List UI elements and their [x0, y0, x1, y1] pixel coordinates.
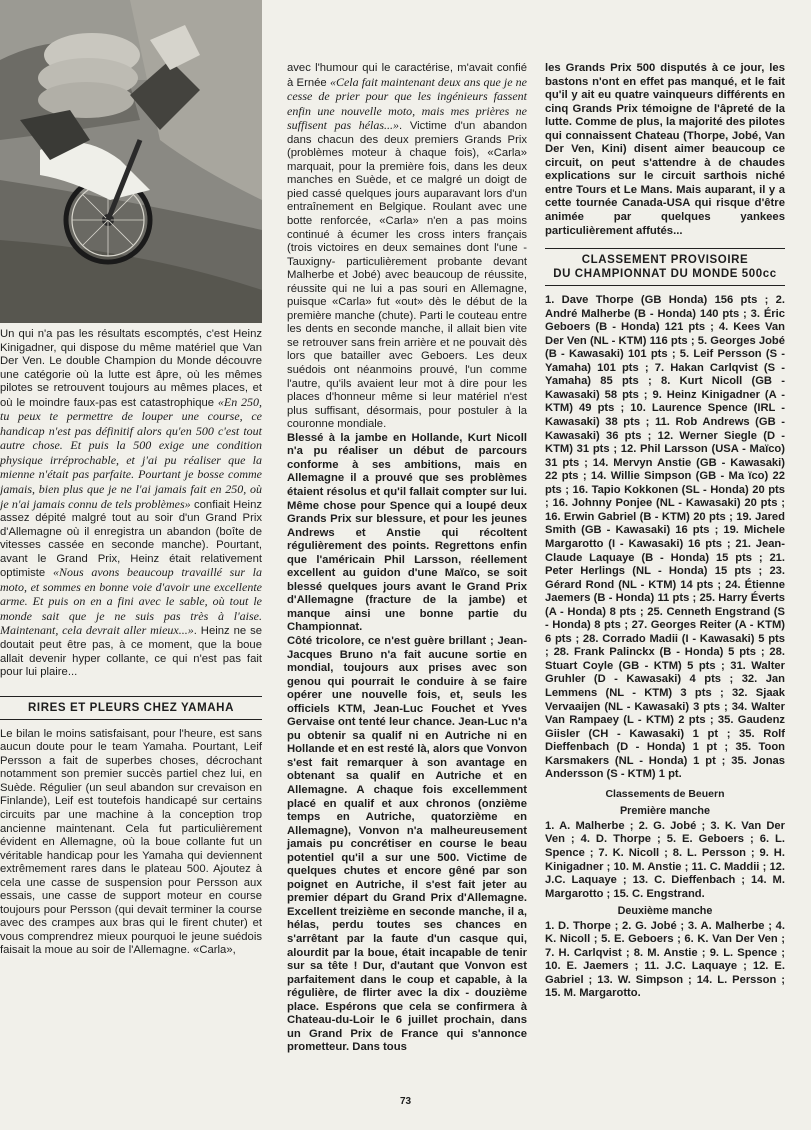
- paragraph-carla: [287, 62, 527, 432]
- article-text-col2: [287, 62, 527, 1055]
- manche-2-results: 1. D. Thorpe ; 2. G. Jobé ; 3. A. Malherbe ; 4. K. Nicoll ; 5. E. Geboers ; 6. K. Van Der Ven ; 7. H. Carlqvist ; 8. M. Anstie ; 9. L. Spence ; 10. E. Jaemers ; 11. J.C. Laquaye ; 12. E. Gabriel ; 13. W. Simpson ; 14. L. Persson ; 15. M. Margarotto.: [545, 919, 785, 1000]
- text-span: avec l'humour qui le caractérise, m'avait confié à Ernée: [287, 62, 527, 89]
- text-span: Un qui n'a pas les résultats escomptés, c'est Heinz Kinigadner, qui dispose du même matériel que Van Der Ven. Le double Champion du Monde découvre une catégorie où la lutte est âpre, où les mêmes pilotes se retrouvent toujours au mêmes places, et où le moindre faux-pas est catastrophique: [0, 328, 262, 409]
- paragraph-tricolore: Côté tricolore, ce n'est guère brillant ; Jean-Jacques Bruno n'a fait aucune sortie en mondial, toujours aux prises avec son genou qui pourrait le conduire à se faire opérer une nouvelle fois, et, seuls les officiels KTM, Jean-Luc Fouchet et Yves Gervaise ont tenté leur chance. Jean-Luc n'a pu obtenir sa qualif ni en Autriche ni en Hollande et en est resté là, alors que Vonvon s'est fait remarquer à son avantage en obtenant sa qualif en Autriche et en Allemagne. A chaque fois excellemment placé en qualif et aux chronos (onzième temps en Autriche, quatorzième en Allemagne), Vonvon n'a malheureusement jamais pu concrétiser en course le beau potentiel qu'il a sur une 500. Victime de quelques chutes et encore gêné par son poignet en Autriche, il s'est fait jeter au premier départ du Grand Prix d'Allemagne. Excellent treizième en seconde manche, il a, hélas, perdu toutes ses chances en s'arrêtant par la faute d'un casque qui, alourdit par la boue, était incapable de tenir sur sa tête ! Dur, d'autant que Vonvon est parfaitement dans le coup et capable, à la régulière, de flirter avec la dix - douzième place. Espérons que cela se confirmera à Chateau-du-Loir le 6 juillet prochain, dans un Grand Prix de France qui s'annonce prometteur. Dans tous: [287, 634, 527, 1054]
- quote-span: «Nous avons beaucoup travaillé sur la moto, et sommes en bonne voie d'avoir une excellente arme. Et puis on en a fini avec le sable, où tout le monde sait que je ne suis pas très à l'aise. Maintenant, cela devrait aller mieux...»: [0, 565, 263, 638]
- quote-span: «Cela fait maintenant deux ans que je ne cesse de prier pour que les ingénieurs fassent enfin une nouvelle moto, mais mes prières ne suffisent pas hélas...»: [287, 74, 527, 133]
- article-text-col3: [545, 62, 785, 1001]
- manche-1-heading: Première manche: [619, 805, 711, 818]
- beuern-heading: Classements de Beuern: [605, 787, 725, 800]
- standings-heading: [545, 248, 785, 286]
- paragraph-kinigadner: [0, 328, 262, 680]
- article-text-col1: [0, 328, 262, 958]
- quote-span: «En 250, tu peux te permettre de louper une course, ce handicap n'est pas définitif alors qu'en 500 c'est tout autre chose. Et puis la 500 exige une condition physique irréprochable, et j'ai pu réaliser que la mienne n'était pas parfaite. Pourtant je bosse comme jamais, bien plus que je ne l'ai jamais fait en 250, où je n'ai jamais connu de tels problèmes»: [0, 394, 262, 511]
- standings-heading-line-1: CLASSEMENT PROVISOIRE: [581, 254, 749, 267]
- paragraph-yamaha: Le bilan le moins satisfaisant, pour l'heure, est sans aucun doute pour le team Yamaha. Pourtant, Leif Persson a fait de superbes choses, décrochant notamment son premier succès partiel chez lui, en Suède. Régulier (un seul abandon sur crevaison en Finlande), Leif est toutefois handicapé sur certains circuits par une machine à la conception trop ancienne maintenant. Cela fut particulièrement évident en Allemagne, où la boue collante fut un véritable handicap pour les Yamaha qui deviennent extrêmement rares dans le plateau 500. Ajoutez à cela une casse de suspension pour Persson aux essais, une casse de support moteur en course toujours pour Persson (qui devait terminer la course avec des crampes aux bras qui le firent chuter) et vous comprendrez mieux pourquoi le jeune suédois faisait la moue au soir de l'Allemagne. «Carla»,: [0, 727, 262, 957]
- paragraph-grands-prix: les Grands Prix 500 disputés à ce jour, les bastons n'ont en effet pas manqué, et le fait qu'il y ait eu quatre vainqueurs différents en cinq Grands Prix témoigne de l'âpreté de la lutte. Comme de plus, la majorité des pilotes qui connaissent Chateau (Thorpe, Jobé, Van Der Ven, Kini) disent aimer beaucoup ce circuit, on peut s'attendre à de chaudes explications sur le circuit sarthois niché entre Tours et Le Mans. Mais auparant, il y a cette tournée Canada-USA qui risque d'être animée par quelques yankees particulièrement affutés...: [545, 62, 785, 237]
- text-span: . Heinz ne se doutait peut être pas, à ce moment, que la boue allait devenir hyper collante, ce qui n'est pas fait pour lui plaire...: [0, 625, 262, 679]
- text-span: . Victime d'un abandon dans chacun des deux premiers Grands Prix (problèmes moteur à chaque fois), «Carla» marquait, pour la première fois, dans les deux manches en Suède, et ce malgré un doigt de pied cassé quelques jours auparavant lors d'un entraînement en Belgique. Roulant avec une botte renforcée, «Carla» n'en a pas moins continué à écumer les cross inters français (trois victoires en deux semaines dont l'une -Tauxigny- particulièrement probante devant Malherbe et Jobé) avec beaucoup de réussite, réussite qui ne lui a pas souri en Allemagne, puisque «Carla» fut «out» dès le début de la première manche (chute). Parti le couteau entre les dents en seconde manche, il allait bien vite se retrouver sans frein arrière et ne pouvait dès lors que batailler avec Geboers. Les deux suédois ont néanmoins prouvé, l'un comme l'autre, qu'ils avaient leur mot à dire pour les places d'honneur même si leur matériel n'est plus suffisant, désormais, pour postuler à la couronne mondiale.: [287, 120, 527, 431]
- standings-heading-line-2: DU CHAMPIONNAT DU MONDE 500cc: [553, 268, 777, 281]
- manche-1-results: 1. A. Malherbe ; 2. G. Jobé ; 3. K. Van Der Ven ; 4. D. Thorpe ; 5. E. Geboers ; 6. L. Spence ; 7. K. Nicoll ; 8. L. Persson ; 9. H. Kinigadner ; 10. M. Anstie ; 11. C. Maddii ; 12. J.C. Laquaye ; 13. C. Dieffenbach ; 14. M. Margarotto ; 15. C. Engstrand.: [545, 819, 785, 900]
- standings-list: 1. Dave Thorpe (GB Honda) 156 pts ; 2. André Malherbe (B - Honda) 140 pts ; 3. Éric Geboers (B - Honda) 121 pts ; 4. Kees Van Der Ven (NL - KTM) 116 pts ; 5. Georges Jobé (B - Kawasaki) 101 pts ; 5. Leif Persson (S - Yamaha) 101 pts ; 7. Hakan Carlqvist (S - Yamaha) 85 pts ; 8. Kurt Nicoll (GB - Kawasaki) 58 pts ; 9. Heinz Kinigadner (A - KTM) 49 pts ; 10. Laurence Spence (IRL - Kawasaki) 38 pts ; 11. Rob Andrews (GB - Kawasaki) 36 pts ; 12. Werner Siegle (D - KTM) 31 pts ; 12. Phil Larsson (USA - Maïco) 31 pts ; 14. Mervyn Anstie (GB - Kawasaki) 22 pts ; 14. Willie Simpson (GB - Ma ïco) 22 pts ; 16. Tapio Kokkonen (SL - Honda) 20 pts ; 16. Johnny Ponjee (NL - Kawasaki) 20 pts ; 16. Erwin Gabriel (B - KTM) 20 pts ; 19. Jared Smith (GB - Kawasaki) 16 pts ; 19. Michele Margarotto (I - Kawasaki) 16 pts ; 21. Jean-Claude Laquaye (B - Honda) 15 pts ; 21. Peter Herlings (NL - Honda) 15 pts ; 23. Gérard Rond (NL - KTM) 14 pts ; 24. Étienne Jaemers (B - Honda) 11 pts ; 25. Harry Éverts (A - Honda) 8 pts ; 25. Cenneth Engstrand (S - Honda) 8 pts ; 27. Georges Reiter (A - KTM) 6 pts ; 28. Corrado Madii (I - Kawasaki) 5 pts ; 28. Frank Palinckx (B - Honda) 5 pts ; 28. Stuart Coyle (GB - KTM) 5 pts ; 31. Walter Gruhler (D - Kawasaki) 4 pts ; 32. Jan Lemmens (NL - KTM) 3 pts ; 32. Sjaak Vervaaijen (NL - Kawasaki) 3 pts ; 34. Walter Van Rampaey (L - KTM) 2 pts ; 35. Gaudenz Giisler (CH - Kawasaki) 1 pt ; 35. Rolf Dieffenbach (D - Honda) 1 pt ; 35. Toon Karsmakers (NL - Honda) 1 pt ; 35. Jonas Andersson (S - KTM) 1 pt.: [545, 294, 785, 781]
- page-number: 73: [399, 1096, 412, 1107]
- photo-illustration: [0, 0, 262, 323]
- section-heading: RIRES ET PLEURS CHEZ YAMAHA: [0, 696, 262, 720]
- text-span: confiait Heinz assez dépité malgré tout au soir d'un Grand Prix d'Allemagne où il enregistra un abandon (boîte de vitesses cassée en seconde manche). Pourtant, avant le Grand Prix, Heinz était relativement optimiste: [0, 498, 262, 580]
- motocross-rider-photo: [0, 0, 262, 323]
- paragraph-nicoll: Blessé à la jambe en Hollande, Kurt Nicoll n'a pu réaliser un début de parcours conforme à ses ambitions, mais en Allemagne il a prouvé que ses problèmes étaient résolus et qu'il fallait compter sur lui. Même chose pour Spence qui a loupé deux Grands Prix sur blessure, et pour les jeunes Andrews et Anstie qui récoltent régulièrement des points. Regrettons enfin que l'américain Phil Larsson, réellement excellent au guidon d'une Maïco, se soit blessé quelques jours avant le Grand Prix d'Allemagne (fracture de la jambe) et manque ainsi une bonne partie du Championnat.: [287, 431, 527, 634]
- manche-2-heading: Deuxième manche: [617, 905, 713, 918]
